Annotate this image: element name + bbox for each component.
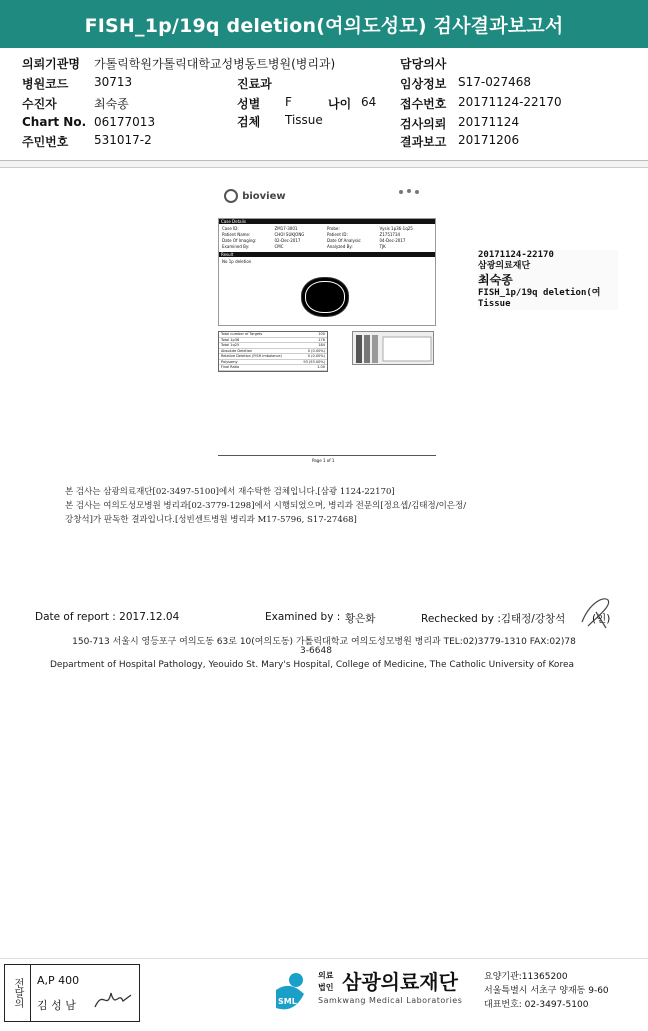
specimen-label: 검체 — [237, 115, 261, 129]
case-field: CHOI SUKJONG — [274, 232, 305, 237]
sml-footer-logo — [272, 966, 632, 1024]
accession-label: 접수번호 — [400, 97, 447, 111]
ssn-value: 531017-2 — [94, 133, 152, 147]
case-field: Patient Name: — [222, 232, 251, 237]
org-english: Samkwang Medical Laboratories — [318, 996, 463, 1005]
hospital-code-label: 병원코드 — [22, 77, 69, 91]
patient-value: 최숙종 — [94, 97, 129, 111]
report-note — [65, 485, 585, 527]
case-field: Analyzed By: — [327, 244, 353, 249]
org-phone: 대표번호: 02-3497-5100 — [484, 1000, 589, 1010]
specimen-value: Tissue — [285, 113, 323, 127]
table-row: Absolute Deletion 0 (0.00%) — [221, 348, 325, 353]
sml-logo-icon — [272, 970, 308, 1016]
address-line-1: 150-713 서울시 영등포구 여의도동 63로 10(여의도동) 가톨릭대학교 여의도성모병원 병리과 TEL:02)3779-1310 FAX:02)78 — [72, 637, 576, 647]
table-row: Final Ratio 1.00 — [221, 365, 325, 369]
fish-count-table — [218, 331, 328, 372]
scan-footer-line — [218, 455, 436, 456]
org-prefix-1: 의료 — [318, 971, 334, 980]
address-line-3: Department of Hospital Pathology, Yeouido St. Mary's Hospital, College of Medicine, The Catholic University of Korea — [49, 660, 574, 670]
table-row: Total 1q25 184 — [221, 343, 325, 347]
report-title: FISH_1p/19q deletion(여의도성모) 검사결과보고서 — [0, 0, 648, 48]
hospital-code-value: 30713 — [94, 75, 133, 89]
case-field: Z1751734 — [379, 232, 401, 237]
result-bar: Result — [219, 252, 435, 257]
table-row: Total number of Targets 100 — [221, 332, 325, 336]
physician-label: 담당의사 — [400, 57, 447, 71]
note-line: 본 검사는 여의도성모병원 병리과[02-3779-1298]에서 시행되었으며, 병리과 전문의[정요셉/김태정/이은정/ — [65, 501, 467, 511]
org-name: 삼광의료재단 — [342, 970, 458, 994]
org-address: 서울특별시 서초구 양재동 9-60 — [484, 986, 609, 996]
clinical-info-label: 임상정보 — [400, 77, 447, 91]
report-date-value: 20171206 — [458, 133, 520, 147]
rechecked-by: Rechecked by :김태정/강창석 — [421, 613, 566, 625]
note-line: 강창석]가 판독한 결과입니다.[성빈센트병원 병리과 M17-5796, S17-27468] — [65, 515, 357, 525]
clinical-info-value: S17-027468 — [458, 75, 532, 89]
ssn-label: 주민번호 — [22, 135, 69, 149]
bioview-logo — [224, 188, 286, 203]
case-field: Probe: — [327, 226, 340, 231]
delivery-box — [4, 964, 140, 1022]
delivery-box-line2: 김 성 남 — [37, 999, 76, 1012]
case-field: TJK — [379, 244, 386, 249]
case-field: Date Of Analysis: — [327, 238, 362, 243]
case-field: Case ID: — [222, 226, 239, 231]
case-details-grid — [219, 224, 435, 252]
institution-value: 가톨릭학원가톨릭대학교성병동트병원(병리과) — [94, 57, 336, 71]
date-of-report: Date of report : 2017.12.04 — [35, 611, 180, 623]
fish-cell-image — [301, 277, 349, 317]
org-prefix-2: 법인 — [318, 983, 334, 992]
note-line: 본 검사는 삼광의료재단[02-3497-5100]에서 재수탁한 검체입니다.[삼광 1124-22170] — [65, 487, 395, 497]
bioview-logo-text: bioview — [242, 191, 286, 202]
signal-bar-chart — [352, 331, 434, 365]
age-value: 64 — [361, 95, 377, 109]
handwritten-signature-icon — [93, 987, 135, 1013]
sticker-line: 최숙종 — [478, 273, 513, 287]
report-date-label: 결과보고 — [400, 135, 447, 149]
accession-value: 20171124-22170 — [458, 95, 562, 109]
specimen-sticker — [478, 250, 618, 310]
sticker-line: 20171124-22170 — [478, 250, 554, 260]
sticker-line: Tissue — [478, 299, 511, 309]
case-field: CMC — [274, 244, 284, 249]
case-field: Patient ID: — [327, 232, 348, 237]
case-field: 02-Dec-2017 — [274, 238, 301, 243]
case-field: 04-Dec-2017 — [379, 238, 406, 243]
examined-by-label: Examined by : — [265, 611, 341, 623]
case-field: Examined By: — [222, 244, 250, 249]
result-text: No 1p deletion — [222, 259, 252, 264]
table-row: Total 1p36 176 — [221, 337, 325, 342]
chart-label: Chart No. — [22, 115, 87, 129]
fish-report-panel — [218, 218, 436, 326]
patient-label: 수진자 — [22, 97, 57, 111]
case-field: Vysis 1p36-1q25 — [379, 226, 413, 231]
request-value: 20171124 — [458, 115, 520, 129]
page-footer: Page 1 of 1 — [312, 458, 335, 463]
sticker-line: 삼광의료재단 — [478, 261, 531, 271]
case-details-bar: Case Details — [219, 219, 435, 224]
table-row: Relative Deletion (FISH imbalance) 0 (0.00%) — [221, 354, 325, 358]
delivery-box-label: 전달의 — [5, 965, 31, 1021]
sex-value: F — [285, 95, 292, 109]
chart-value: 06177013 — [94, 115, 156, 129]
department-label: 진료과 — [237, 77, 272, 91]
case-field: Date Of Imaging: — [222, 238, 257, 243]
signature-icon — [578, 592, 614, 632]
institution-number: 요양기관:11365200 — [484, 972, 568, 982]
case-field: ZM17-3001 — [274, 226, 298, 231]
table-row: Polysomy 93 (93.00%) — [221, 359, 325, 364]
sticker-line: FISH_1p/19q deletion(여 — [478, 288, 601, 298]
delivery-box-line1: A,P 400 — [37, 974, 80, 987]
age-label: 나이 — [328, 97, 352, 111]
footer-divider — [0, 958, 648, 959]
seal-mark: (인) — [592, 613, 611, 625]
svg-text:SML: SML — [278, 997, 297, 1006]
sex-label: 성별 — [237, 97, 261, 111]
request-label: 검사의뢰 — [400, 117, 447, 131]
institution-label: 의뢰기관명 — [22, 57, 80, 71]
examined-by-value: 황은화 — [345, 613, 376, 625]
scan-dots-icon — [398, 181, 422, 189]
address-line-2: 3-6648 — [300, 646, 332, 656]
